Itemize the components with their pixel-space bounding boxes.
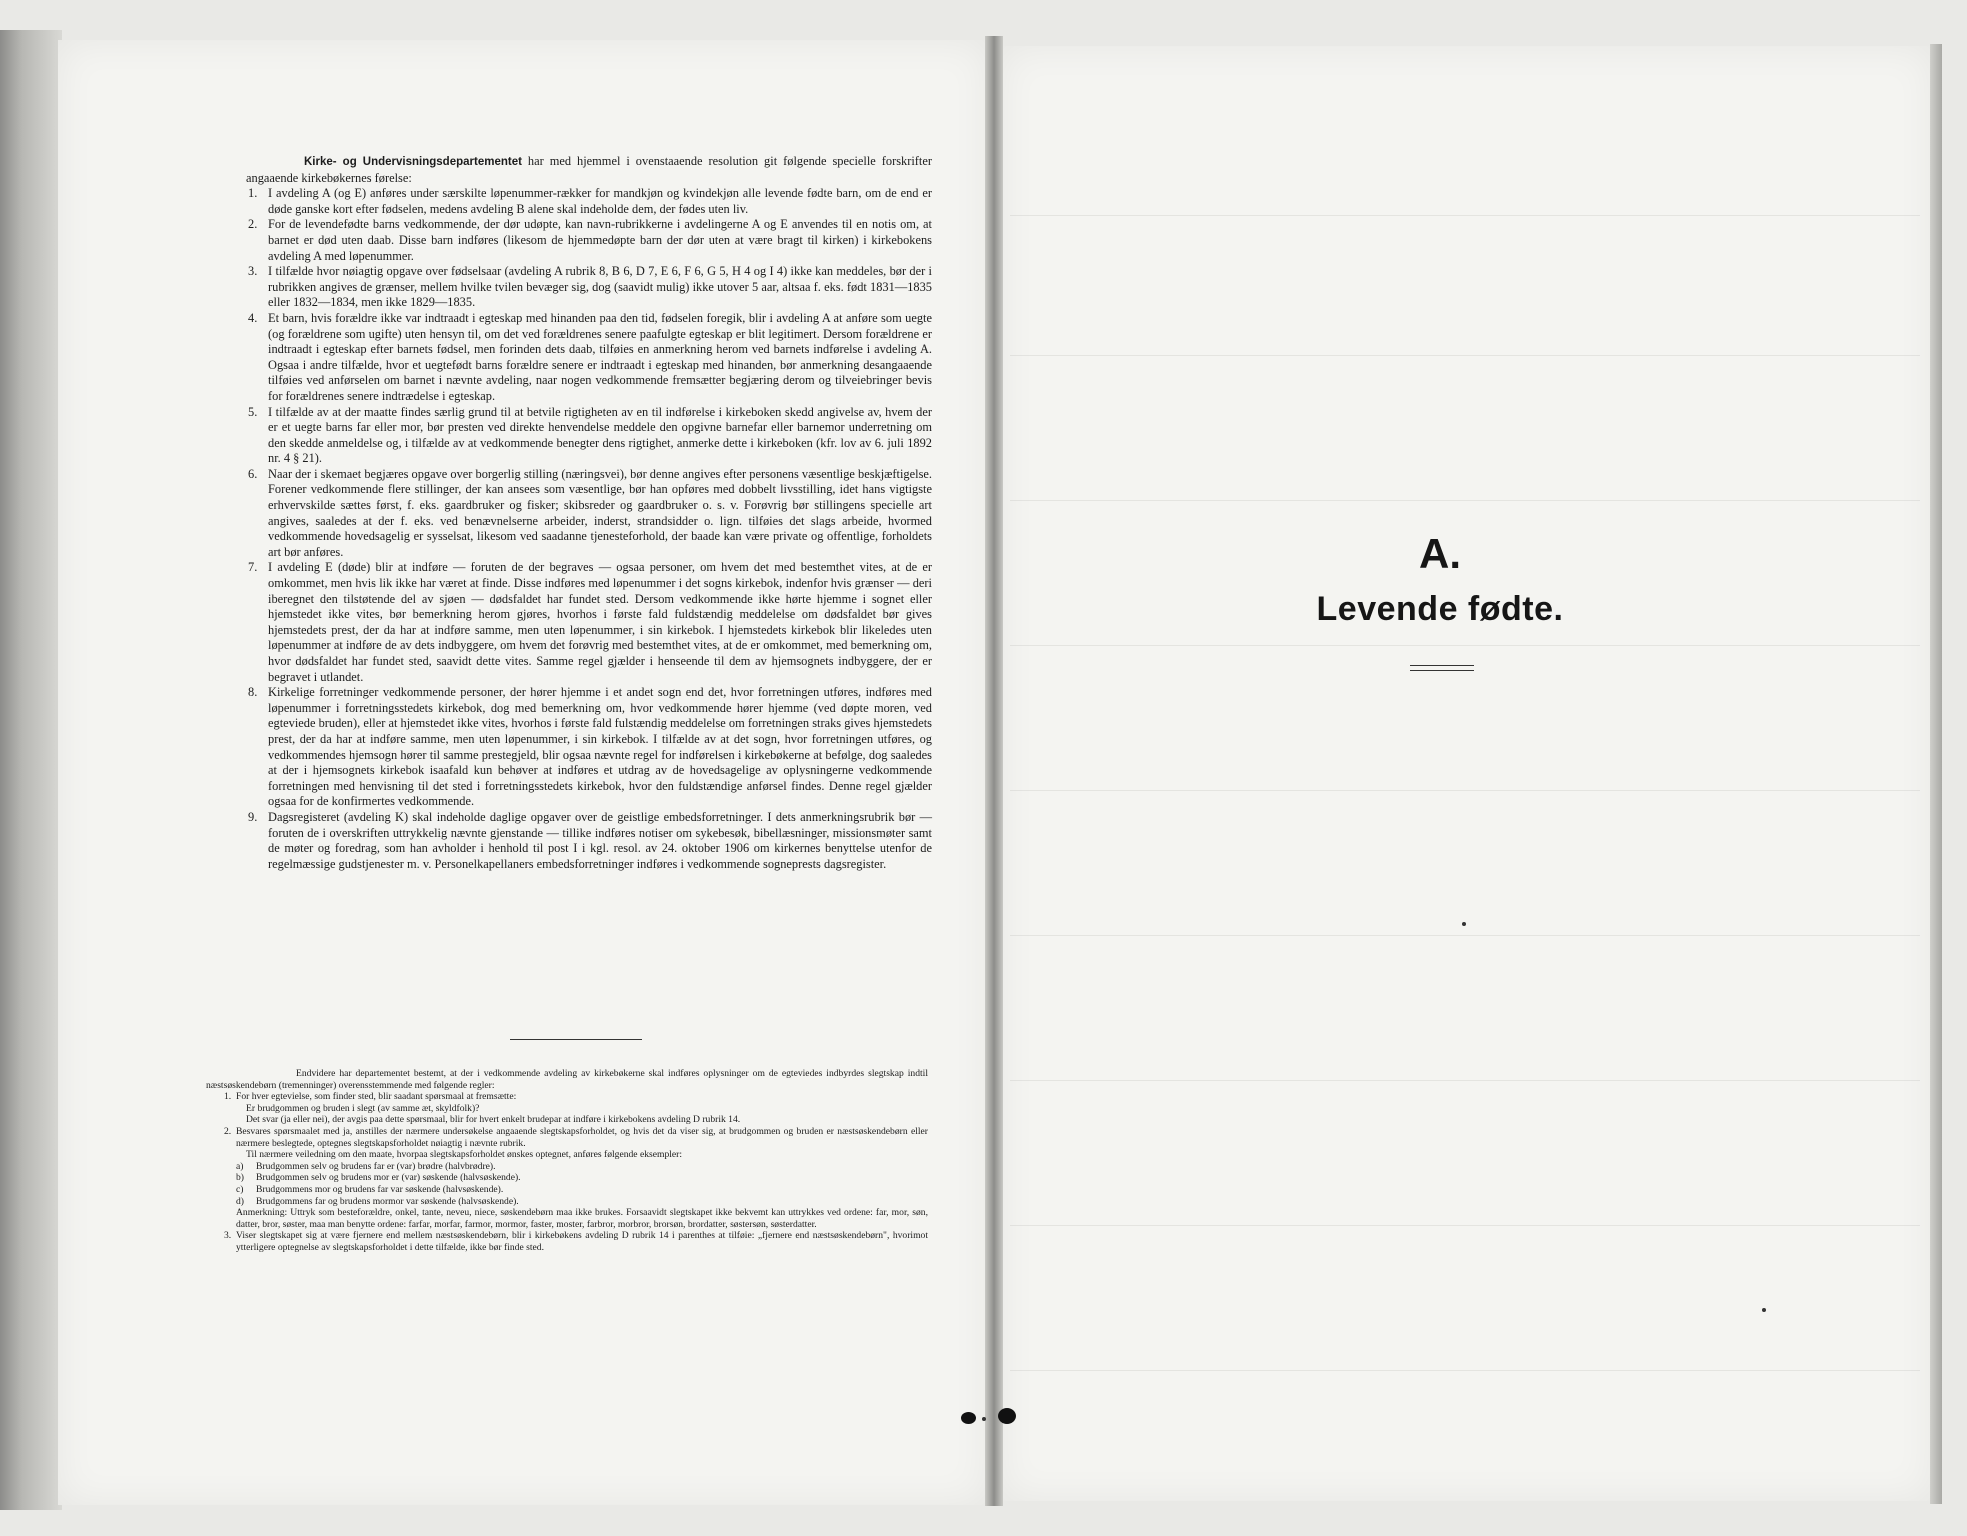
- item-text: Et barn, hvis forældre ikke var indtraadt i egteskap med hinanden paa den tid, fødselen foregik, blir i avdeling A at anføre som uegte (og forældrene som ugifte) uten hensyn til, om det ved forældrenes senere paafulgte egteskap er blit legitimert. Dersom forældrene er indtraadt i egteskap efter barnets fødsel, men forinden dets daab, tilføies en anmerkning herom ved barnets indførelse i avdeling A. Ogsaa i andre tilfælde, hvor et uegtefødt barns forældre senere er indtraadt i egteskap med hinanden, bør anmerkning desangaaende tilføies ved anførselen om barnet i nævnte avdeling, naar nogen vedkommende fremsætter begjæring derom og tilveiebringer bevis for forældrenes senere indtrædelse i egteskap.: [268, 310, 932, 403]
- notes-item-lead: For hver egtevielse, som finder sted, blir saadant spørsmaal at fremsætte:: [236, 1091, 517, 1103]
- example-letter: a): [236, 1160, 244, 1172]
- instruction-item: [246, 560, 932, 685]
- notes-rule: Det svar (ja eller nei), der avgis paa dette spørsmaal, blir for hvert enkelt brudepar at indføre i kirkebokens avdeling D rubrik 14.: [246, 1114, 741, 1126]
- instruction-item: [246, 264, 932, 311]
- notes-item: [206, 1230, 928, 1253]
- item-text: Dagsregisteret (avdeling K) skal indeholde daglige opgaver over de geistlige embedsforretninger. I dets anmerkningsrubrik bør — foruten de i overskriften uttrykkelig nævnte gjenstande — tillike indføres notiser om sykebesøk, bibellæsninger, missionsmøter samt de møter og foredrag, som han avholder i henhold til post I i kgl. resol. av 24. oktober 1906 om kirkernes benyttelse utenfor de regelmæssige gudstjenester m. v. Personelkapellaners embedsforretninger indføres i vedkommende sogneprests dagsregister.: [268, 809, 932, 871]
- page-speck: [1762, 1308, 1766, 1312]
- section-title: Levende fødte.: [1316, 590, 1564, 628]
- title-double-rule: [1410, 665, 1474, 671]
- example-line: [236, 1184, 928, 1196]
- book-binding-edge: [0, 30, 62, 1510]
- item-number: 2.: [248, 217, 258, 232]
- item-number: 9.: [248, 809, 258, 824]
- notes-intro: Endvidere har departementet bestemt, at der i vedkommende avdeling av kirkebøkerne skal indføres oplysninger om de egteviedes indbyrdes slegtskap indtil næstsøskendebørn (tremenninger) overensstemmende med følgende regler:: [206, 1068, 928, 1091]
- kinship-notes: [206, 1068, 928, 1254]
- item-text: I avdeling A (og E) anføres under særskilte løpenummer-rækker for mandkjøn og kvindekjøn alle levende fødte barn, om de end er døde ganske kort efter fødselen, medens avdeling B alene skal indeholde dem, der fødes uten liv.: [268, 186, 932, 216]
- item-number: 1.: [224, 1091, 232, 1103]
- instructions-list: [246, 186, 932, 872]
- notes-item-text: Viser slegtskapet sig at være fjernere end mellem næstsøskendebørn, blir i kirkebøkens avdeling D rubrik 14 i parenthes at tilføie: „fjernere end næstsøskendebørn", hvorimot ytterligere optegnelse av slegtskapsforholdet i dette tilfælde, ikke bør finde sted.: [236, 1230, 928, 1253]
- example-text: Brudgommen selv og brudens mor er (var) søskende (halvsøskende).: [256, 1172, 521, 1184]
- instruction-item: [246, 311, 932, 405]
- item-number: 4.: [248, 310, 258, 325]
- item-text: Kirkelige forretninger vedkommende personer, der hører hjemme i et andet sogn end det, hvor forretningen utføres, indføres med løpenummer i forretningsstedets kirkebok, dog med bemerkning om, hvor vedkommende hører hjemme (ved døpte moren, ved egteviede bruden), eller at hjemstedet ikke vites, hvorhos i første fald fulstændig meddelelse om forretningen straks gives hjemstedets prest, der da har at indføre samme, men uten løpenummer, i sin kirkebok. I tilfælde av at det sogn, hvor forretningen utføres, og vedkommendes hjemsogn hører til samme prestegjeld, blir ogsaa nævnte regel for indførelsen i kirkebøkerne at befølge, dog saaledes at der i hjemsognets kirkebok isaafald kun behøver at indføres et utdrag av de hovedsagelige av oplysningerne vedkommende forretningen med henvisning til det sted i forretningsstedets kirkebok, hvor den fuldstændige anførsel findes. Denne regel gjælder ogsaa for de konfirmertes vedkommende.: [268, 685, 932, 809]
- section-divider: [510, 1039, 642, 1040]
- binding-hole: [998, 1408, 1016, 1424]
- item-number: 3.: [248, 264, 258, 279]
- item-number: 2.: [224, 1125, 232, 1137]
- instructions-block: [246, 154, 932, 872]
- example-line: [236, 1161, 928, 1173]
- item-number: 7.: [248, 560, 258, 575]
- item-text: I avdeling E (døde) blir at indføre — foruten de der begraves — ogsaa personer, om hvem det med bestemthet vites, at de er omkommet, men hvis lik ikke har været at finde. Disse indføres med løpenummer i det sogns kirkebok, indenfor hvis grænser — deri iberegnet den tilstøtende del av sjøen — dødsfaldet har fundet sted. Dersom vedkommende ikke hørte hjemme i sognet eller hjemstedet ikke vites, bør bemerkning herom gjøres, hvorhos i første fald fuldstændig meddelelse om dødsfaldet bør gives hjemstedets prest, der da har at indføre samme, men uten løpenummer, i sin kirkebok. I hjemstedets kirkebok blir likeledes uten løpenummer at indføre de av dets indbyggere, om hvem det forøvrig med bestemthet vites, at de er omkommet, med bemerkning om, hvor dødsfaldet har fundet sted, saavidt dette vites. Samme regel gjælder i henseende til dem av hjemsognets indbyggere, der er begravet i utlandet.: [268, 560, 932, 684]
- item-number: 8.: [248, 685, 258, 700]
- instruction-item: [246, 810, 932, 872]
- item-text: I tilfælde hvor nøiagtig opgave over fødselsaar (avdeling A rubrik 8, B 6, D 7, E 6, F 6, G 5, H 4 og I 4) ikke kan meddeles, bør der i rubrikken angives de grænser, mellem hvilke tvilen bevæger sig, dog (saavidt mulig) ikke utover 5 aar, altsaa f. eks. født 1831—1835 eller 1832—1834, men ikke 1829—1835.: [268, 264, 932, 310]
- notes-list: [206, 1091, 928, 1253]
- item-number: 6.: [248, 466, 258, 481]
- intro-text: har med hjemmel i ovenstaaende resolution git følgende specielle forskrifter angaaende kirkebøkernes førelse:: [246, 154, 933, 185]
- item-number: 1.: [248, 186, 258, 201]
- example-letter: b): [236, 1172, 244, 1184]
- instruction-item: [246, 217, 932, 264]
- notes-item: [206, 1091, 928, 1126]
- instruction-item: [246, 685, 932, 810]
- notes-remark: Anmerkning: Uttryk som besteforældre, onkel, tante, neveu, niece, søskendebørn maa ikke brukes. Forsaavidt slegtskapet ikke bekvemt kan uttrykkes ved ordene: far, mor, søn, datter, bror, søster, maa man benytte ordene: farfar, morfar, farmor, mormor, faster, moster, farbror, morbror, brorsøn, brordatter, søstersøn, søsterdatter.: [236, 1207, 928, 1230]
- item-text: For de levendefødte barns vedkommende, der dør udøpte, kan navn-rubrikkerne i avdelingerne A og E anvendes til en notis om, at barnet er død uten daab. Disse barn indføres (likesom de hjemmedøpte barn der dør uten at være bragt til kirken) i kirkebokens avdeling A med løpenummer.: [268, 217, 932, 263]
- item-text: Naar der i skemaet begjæres opgave over borgerlig stilling (næringsvei), bør denne angives efter personens væsentlige beskjæftigelse. Forener vedkommende flere stillinger, der kan ansees som væsentlige, bør han opføres med dobbelt livsstilling, idet hans vigtigste erhvervskilde sættes først, f. eks. gaardbruker og fisker; skibsreder og gaardbruker o. s. v. Forøvrig bør stillingens specielle art angives, saaledes at der f. eks. ved benævnelserne arbeider, inderst, strandsidder o. lign. tilføies det slags arbeide, hvormed vedkommende hovedsagelig er sysselsat, likesom ved saadanne tjenesteforhold, der baade kan være private og offentlige, forholdets art bør anføres.: [268, 466, 932, 559]
- item-text: I tilfælde av at der maatte findes særlig grund til at betvile rigtigheten av en til indførelse i kirkeboken skedd angivelse av, hvem der er et uegte barns far eller mor, bør presten ved direkte henvendelse meddele den opgivne barnefar eller barnemor underretning om den skedde anmeldelse og, i tilfælde av at vedkommende benegter dens rigtighet, anmerke dette i kirkeboken (kfr. lov av 6. juli 1892 nr. 4 § 21).: [268, 404, 932, 466]
- right-page-edge: [1930, 44, 1942, 1504]
- page-speck: [1462, 922, 1466, 926]
- right-page: [1000, 46, 1933, 1501]
- example-letter: c): [236, 1183, 244, 1195]
- example-text: Brudgommens far og brudens mormor var søskende (halvsøskende).: [256, 1195, 519, 1207]
- notes-item: [206, 1126, 928, 1230]
- instruction-item: [246, 405, 932, 467]
- instruction-item: [246, 186, 932, 217]
- instruction-item: [246, 467, 932, 561]
- example-line: [236, 1172, 928, 1184]
- notes-question: Er brudgommen og bruden i slegt (av samme æt, skyldfolk)?: [246, 1102, 480, 1114]
- example-line: [236, 1196, 928, 1208]
- notes-guide: Til nærmere veiledning om den maate, hvorpaa slegtskapsforholdet ønskes optegnet, anføres følgende eksempler:: [246, 1149, 683, 1161]
- section-letter: A.: [1419, 530, 1461, 577]
- item-number: 5.: [248, 404, 258, 419]
- instructions-intro: [246, 154, 932, 186]
- example-text: Brudgommens mor og brudens far var søskende (halvsøskende).: [256, 1183, 504, 1195]
- example-text: Brudgommen selv og brudens far er (var) brødre (halvbrødre).: [256, 1160, 496, 1172]
- binding-hole: [961, 1412, 976, 1424]
- page-gutter: [985, 36, 1003, 1506]
- page-speck: [982, 1417, 986, 1421]
- item-number: 3.: [224, 1230, 232, 1242]
- notes-item-text: Besvares spørsmaalet med ja, anstilles der nærmere undersøkelse angaaende slegtskapsforholdet, og hvis det da viser sig, at brudgommen og bruden er næstsøskendebørn eller nærmere beslegtede, optegnes slegtskapsforholdet nøiagtig i nævnte rubrik.: [236, 1125, 928, 1149]
- example-letter: d): [236, 1195, 244, 1207]
- department-name: Kirke- og Undervisningsdepartementet: [304, 156, 522, 168]
